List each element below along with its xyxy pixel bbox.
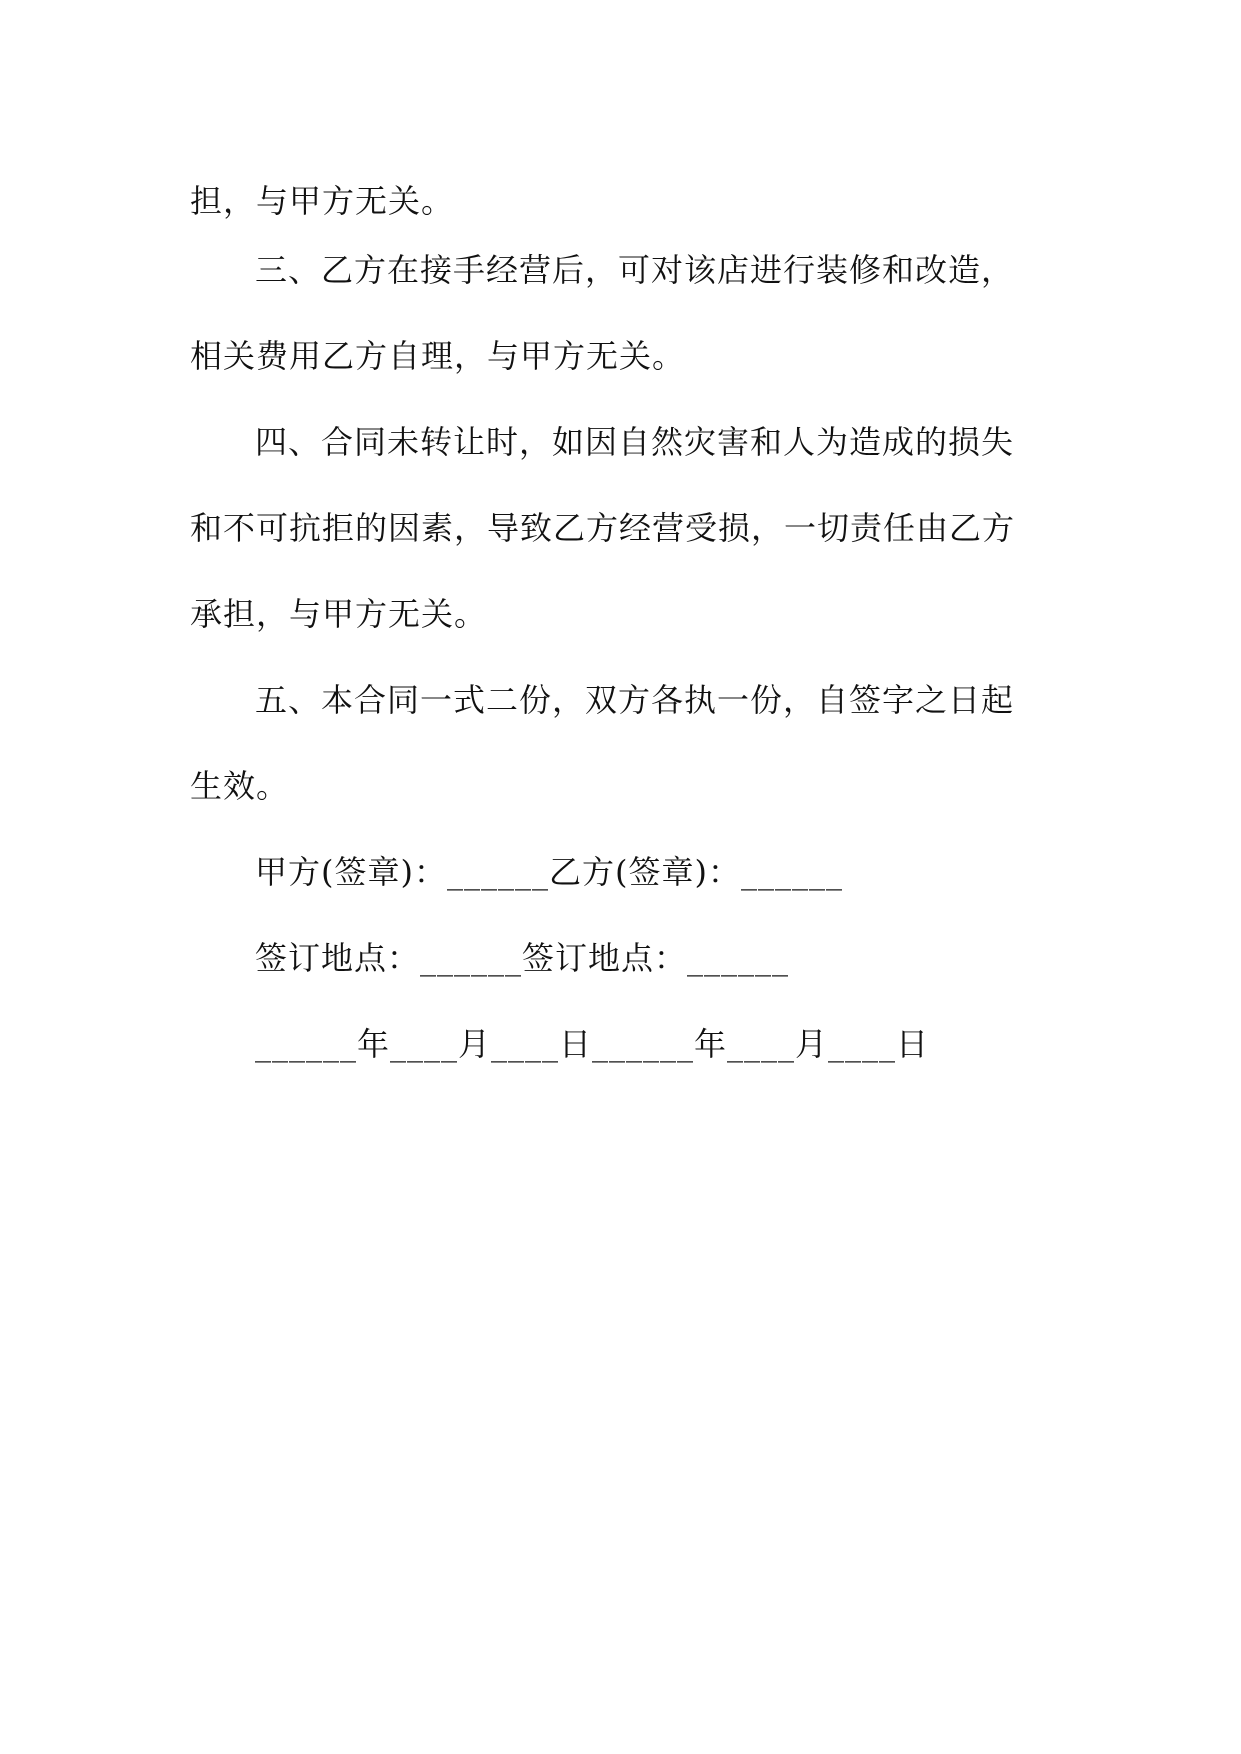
clause-four-line-3: 承担，与甲方无关。 <box>190 595 488 633</box>
clause-three-line-1: 三、乙方在接手经营后，可对该店进行装修和改造， <box>255 251 1015 289</box>
clause-four-line-1: 四、合同未转让时，如因自然灾害和人为造成的损失 <box>255 423 1015 461</box>
signature-date-line: ______年____月____日______年____月____日 <box>255 1025 930 1063</box>
clause-three-line-2: 相关费用乙方自理，与甲方无关。 <box>190 337 686 375</box>
clause-five-line-1: 五、本合同一式二份，双方各执一份，自签字之日起 <box>255 681 1015 719</box>
clause-four-line-2: 和不可抗拒的因素，导致乙方经营受损，一切责任由乙方 <box>190 509 1016 547</box>
signature-parties-line: 甲方(签章)：______乙方(签章)：______ <box>255 853 843 891</box>
clause-five-line-2: 生效。 <box>190 767 290 805</box>
clause-two-continuation: 担，与甲方无关。 <box>190 182 455 220</box>
signature-place-line: 签订地点：______签订地点：______ <box>255 939 790 977</box>
